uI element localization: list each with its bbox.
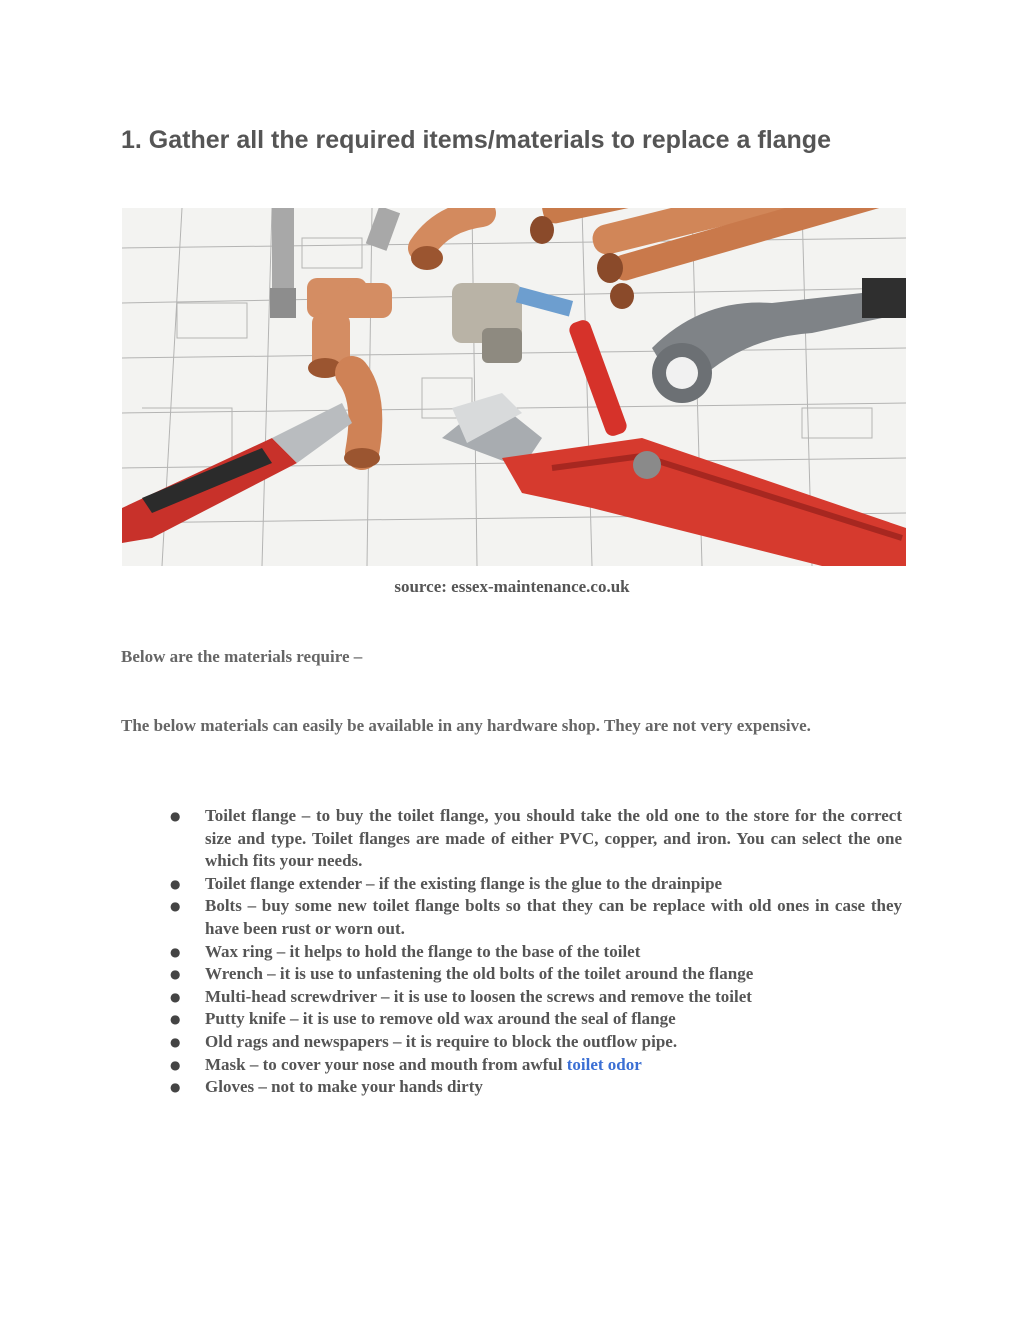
availability-paragraph: The below materials can easily be available in any hardware shop. They are not very expensive. [121, 716, 811, 735]
list-item: ● Bolts – buy some new toilet flange bolts so that they can be replace with old ones in case they have been rust or worn out. [170, 896, 902, 938]
image-caption: source: essex-maintenance.co.uk [394, 577, 630, 596]
bullet-icon: ● [170, 1012, 181, 1027]
bullet-icon: ● [170, 1057, 181, 1072]
list-item: ● Old rags and newspapers – it is require to block the outflow pipe. [170, 1031, 902, 1054]
list-item: ● Putty knife – it is use to remove old wax around the seal of flange [170, 1008, 902, 1031]
intro-paragraph: Below are the materials require – [121, 647, 363, 666]
section-heading: 1. Gather all the required items/materials to replace a flange [121, 126, 831, 154]
bullet-icon: ● [170, 989, 181, 1004]
list-item: ● Wrench – it is use to unfastening the old bolts of the toilet around the flange [170, 963, 902, 986]
list-item: ● Multi-head screwdriver – it is use to loosen the screws and remove the toilet [170, 986, 902, 1009]
list-item: ● Toilet flange extender – if the existing flange is the glue to the drainpipe [170, 873, 902, 896]
materials-list [170, 805, 902, 1099]
list-item: ● Gloves – not to make your hands dirty [170, 1076, 902, 1099]
bullet-icon: ● [170, 876, 181, 891]
toilet-odor-link[interactable]: toilet odor [566, 1054, 642, 1074]
list-item: ● Toilet flange – to buy the toilet flange, you should take the old one to the store for the correct size and type. Toilet flanges are made of either PVC, copper, and iron. You can select the one which fits your needs. [170, 806, 902, 871]
bullet-icon: ● [170, 1034, 181, 1049]
bullet-icon: ● [170, 1080, 181, 1095]
bullet-icon: ● [170, 899, 181, 914]
bullet-icon: ● [170, 809, 181, 823]
bullet-icon: ● [170, 944, 181, 959]
list-item: ● Mask – to cover your nose and mouth from awful toilet odor [170, 1054, 902, 1077]
plumbing-tools-image [122, 208, 906, 566]
list-item: ● Wax ring – it helps to hold the flange to the base of the toilet [170, 941, 902, 964]
bullet-icon: ● [170, 967, 181, 982]
